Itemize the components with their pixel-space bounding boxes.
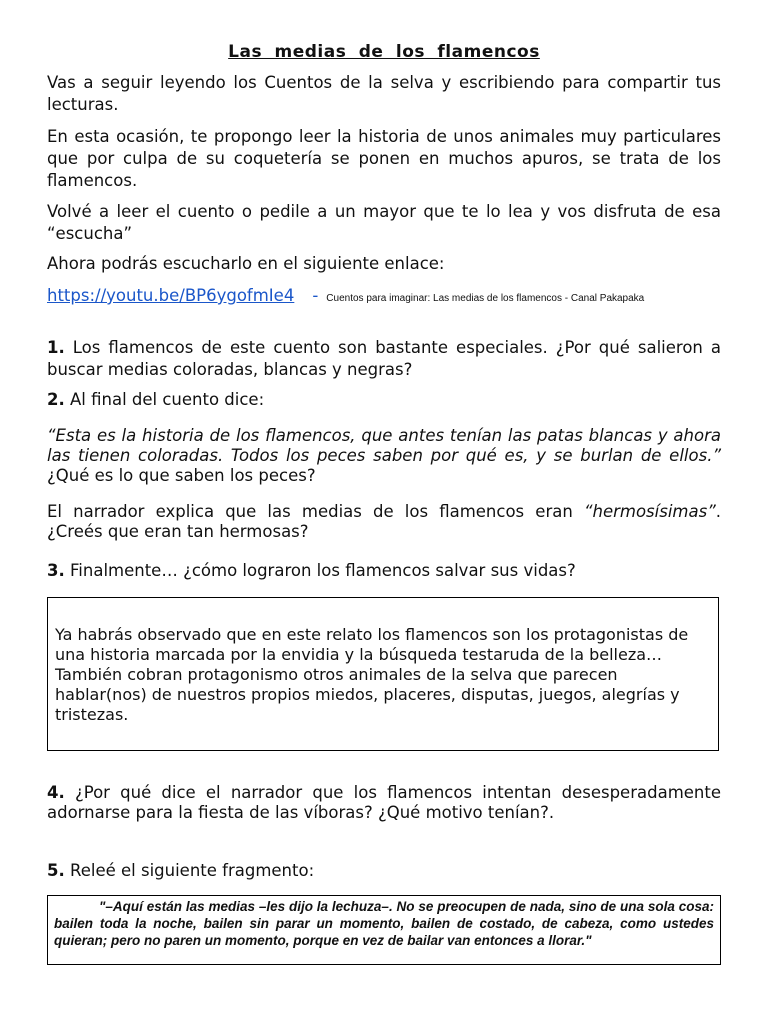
fragment-box xyxy=(47,895,721,965)
question-5-number: 5. xyxy=(47,861,65,880)
document-title: Las medias de los flamencos xyxy=(228,42,540,62)
note-box-text: Ya habrás observado que en este relato los flamencos son los protagonistas de una historia marcada por la envidia y la búsqueda testaruda de la belleza… También cobran protagonismo otros animales de la selva que parecen hablar(nos) de nuestros propios miedos, placeres, disputas, juegos, alegrías y tristezas. xyxy=(55,625,689,724)
question-1-number: 1. xyxy=(47,338,65,357)
question-2b-pre: El narrador explica que las medias de los flamencos eran xyxy=(47,502,584,521)
question-5-text: Releé el siguiente fragmento: xyxy=(64,861,315,880)
question-5 xyxy=(47,860,721,882)
question-2-text: Al final del cuento dice: xyxy=(64,390,265,409)
question-2b-post: . ¿Creés que eran tan hermosas? xyxy=(47,502,721,541)
story-quote: “Esta es la historia de los flamencos, que antes tenían las patas blancas y ahora las tienen coloradas. Todos los peces saben por qué es, y se burlan de ellos.” xyxy=(47,426,721,465)
question-2-number: 2. xyxy=(47,390,65,409)
question-1 xyxy=(47,337,721,381)
video-description: Cuentos para imaginar: Las medias de los flamencos - Canal Pakapaka xyxy=(326,293,645,304)
note-box xyxy=(47,597,719,751)
question-2b xyxy=(47,502,721,542)
video-link[interactable]: https://youtu.be/BP6ygofmIe4 xyxy=(47,286,295,305)
intro-paragraph-1: Vas a seguir leyendo los Cuentos de la selva y escribiendo para compartir tus lecturas. xyxy=(47,73,721,114)
question-4 xyxy=(47,783,721,823)
question-2-followup: ¿Qué es lo que saben los peces? xyxy=(47,466,316,485)
intro-paragraph-3: Volvé a leer el cuento o pedile a un mayor que te lo lea y vos disfruta de esa “escucha” xyxy=(47,202,721,243)
question-3-number: 3. xyxy=(47,561,65,580)
question-4-number: 4. xyxy=(47,783,65,802)
intro-paragraph-4: Ahora podrás escucharlo en el siguiente enlace: xyxy=(47,254,445,273)
question-2 xyxy=(47,389,721,411)
link-line xyxy=(47,285,721,310)
question-4-text: ¿Por qué dice el narrador que los flamencos intentan desesperadamente adornarse para la fiesta de las víboras? ¿Qué motivo tenían?. xyxy=(47,783,721,822)
question-2-quote-block xyxy=(47,426,721,486)
question-2b-italic: “hermosísimas” xyxy=(583,502,716,521)
fragment-quote: "–Aquí están las medias –les dijo la lechuza–. No se preocupen de nada, sino de una sola cosa: bailen toda la noche, bailen sin parar un momento, bailen de costado, de cabeza, como ustedes quieran; pero no paren un momento, porque en vez de bailar van entonces a llorar." xyxy=(54,899,714,948)
link-dash: - xyxy=(312,286,319,305)
question-3-text: Finalmente… ¿cómo lograron los flamencos salvar sus vidas? xyxy=(64,561,576,580)
question-3 xyxy=(47,560,721,582)
fragment-text xyxy=(54,898,714,949)
intro-paragraph-2: En esta ocasión, te propongo leer la historia de unos animales muy particulares que por culpa de su coquetería se ponen en muchos apuros, se trata de los flamencos. xyxy=(47,127,721,190)
question-1-text: Los flamencos de este cuento son bastante especiales. ¿Por qué salieron a buscar medias coloradas, blancas y negras? xyxy=(47,338,721,379)
